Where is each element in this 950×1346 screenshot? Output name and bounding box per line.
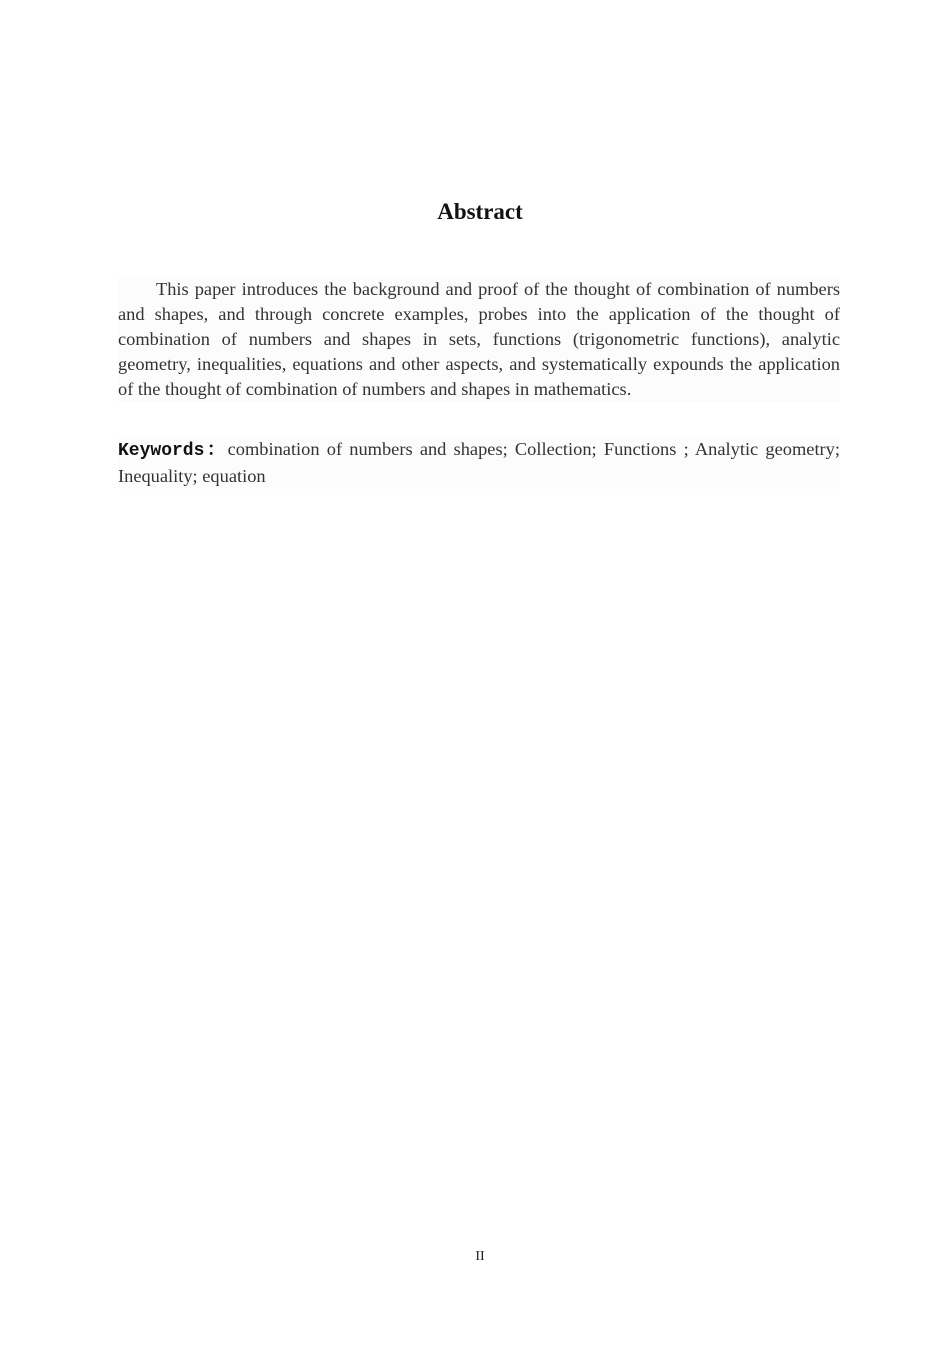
keywords-text: combination of numbers and shapes; Collection; Functions ; Analytic geometry; Inequality; equation (118, 439, 840, 486)
page-title: Abstract (437, 199, 523, 224)
page-number: II (475, 1249, 485, 1264)
keywords-label: Keywords： (118, 441, 228, 461)
keywords-line (118, 437, 840, 489)
abstract-paragraph: This paper introduces the background and proof of the thought of combination of numbers and shapes, and through concrete examples, probes into the application of the thought of combination of numbers and shapes in sets, functions (trigonometric functions), analytic geometry, inequalities, equations and other aspects, and systematically expounds the application of the thought of combination of numbers and shapes in mathematics. (118, 277, 840, 402)
